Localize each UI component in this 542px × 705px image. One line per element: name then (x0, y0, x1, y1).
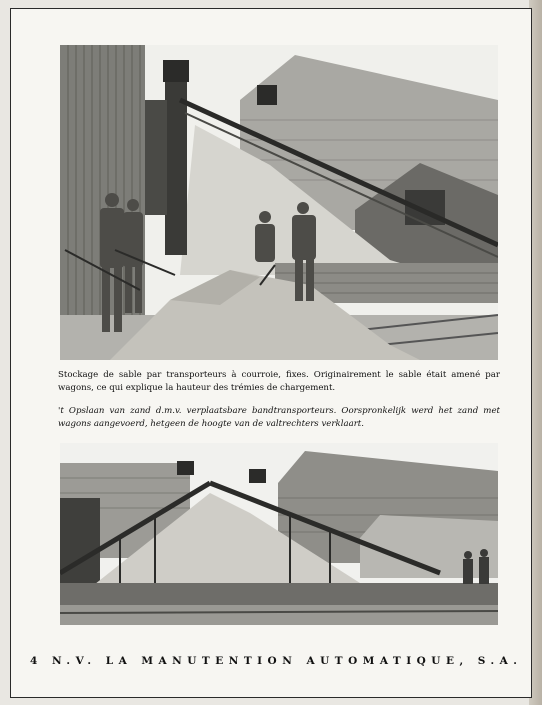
photo-sand-pile-conveyors-image (60, 443, 498, 625)
footer-company-name: N.V. LA MANUTENTION AUTOMATIQUE, S.A. (52, 655, 523, 667)
page-footer (30, 655, 523, 671)
caption-dutch: 't Opslaan van zand d.m.v. verplaatsbare bandtransporteurs. Oorspronkelijk werd het zand met wagons aangevoerd, hetgeen de hoogte van de valtrechters verklaart. (58, 406, 500, 429)
photo-sand-storage-workers-image (60, 45, 498, 360)
page-number: 4 (30, 655, 38, 667)
caption-french: Stockage de sable par transporteurs à courroie, fixes. Originairement le sable était amené par wagons, ce qui explique la hauteur des trémies de chargement. (58, 370, 500, 393)
photo-sand-pile-conveyors (60, 443, 498, 625)
photo-sand-storage-workers (60, 45, 498, 360)
